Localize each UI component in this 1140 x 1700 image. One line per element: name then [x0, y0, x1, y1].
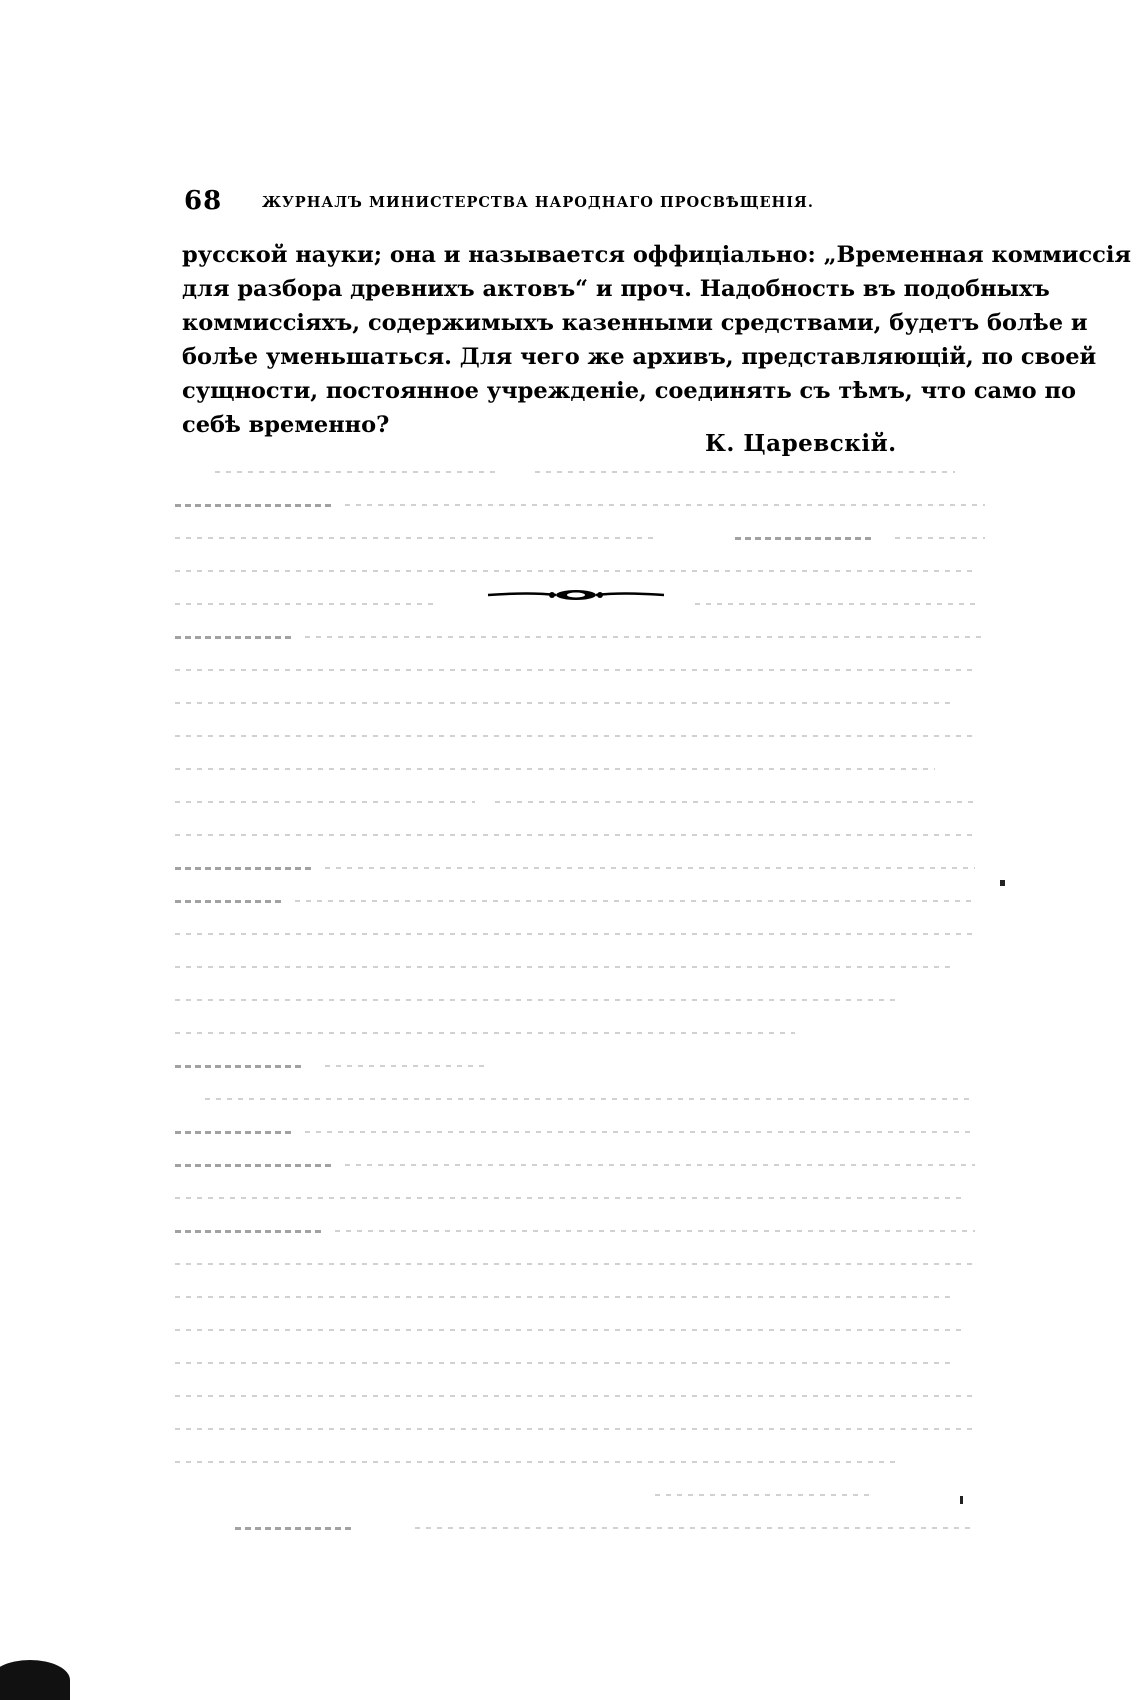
- page-header: [184, 186, 924, 216]
- page-number: 68: [184, 186, 223, 216]
- scan-speck: [960, 1496, 963, 1504]
- bleed-through-text: [175, 456, 1005, 1545]
- text-line: себѣ временно?: [182, 412, 390, 438]
- text-line: для разбора древнихъ актовъ“ и проч. Надобность въ подобныхъ: [182, 276, 1050, 302]
- text-line: болѣе уменьшаться. Для чего же архивъ, представляющій, по своей: [182, 344, 1097, 370]
- scan-smudge: [0, 1660, 70, 1700]
- author-signature: К. Царевскій.: [705, 430, 897, 457]
- text-line: коммиссіяхъ, содержимыхъ казенными средствами, будетъ болѣе и: [182, 310, 1088, 336]
- running-head: ЖУРНАЛЪ МИНИСТЕРСТВА НАРОДНАГО ПРОСВѢЩЕНІЯ.: [262, 194, 814, 211]
- scan-speck: [1000, 880, 1005, 886]
- text-line: русской науки; она и называется оффиціально: „Временная коммиссія: [182, 242, 1132, 268]
- body-paragraph: [182, 238, 1132, 442]
- text-line: сущности, постоянное учрежденіе, соединять съ тѣмъ, что само по: [182, 378, 1076, 404]
- section-ornament: [486, 586, 666, 604]
